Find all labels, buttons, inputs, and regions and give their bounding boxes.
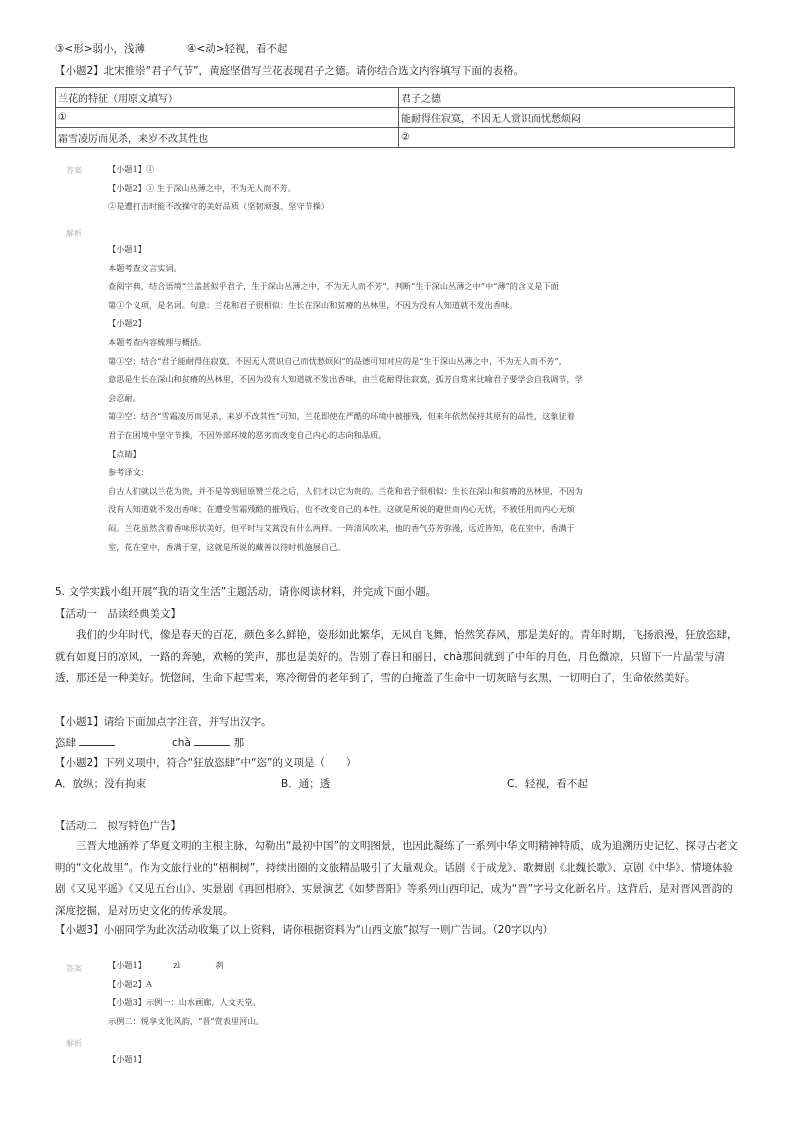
option-b[interactable]: B．通；透 bbox=[281, 778, 331, 790]
table-cell: 君子之德 bbox=[399, 88, 735, 108]
analysis-line: 会忍耐。 bbox=[108, 392, 141, 403]
passage1 bbox=[55, 625, 740, 690]
answer-line bbox=[108, 956, 738, 975]
sub1-items bbox=[55, 734, 244, 751]
option-c[interactable]: C．轻视，看不起 bbox=[507, 778, 588, 790]
analysis-line: 本题考查内容梳理与概括。 bbox=[108, 336, 207, 347]
option-a[interactable]: A．放纵；没有拘束 bbox=[55, 778, 147, 790]
orchid-virtue-table bbox=[55, 87, 735, 148]
activity2-title: 【活动二 拟写特色广告】 bbox=[55, 820, 181, 832]
table-row bbox=[56, 88, 735, 108]
analysis-block bbox=[108, 1050, 738, 1069]
passage1-text: 我们的少年时代，像是春天的百花，颜色多么鲜艳，姿形如此繁华，无风自飞舞，怡然笑春风，那是美好的。青年时期，飞扬浪漫，狂放 bbox=[76, 629, 706, 641]
analysis-block bbox=[108, 240, 738, 556]
answer-sub1: 【小题1】 bbox=[108, 960, 146, 970]
table-row bbox=[56, 128, 735, 148]
table-cell: 能耐得住寂寞，不因无人赏识而忧愁烦闷 bbox=[399, 108, 735, 128]
answer-line: 示例二：悦享文化风韵，“晋”赏表里河山。 bbox=[108, 1015, 264, 1026]
analysis-line: 自古人们就以兰花为贵，并不是等到屈原赞兰花之后，人们才以它为贵的。兰花和君子很相似：生长在深山和贫瘠的丛林里，不因为 bbox=[108, 485, 583, 496]
answer-label: 答案 bbox=[66, 964, 82, 973]
analysis-line: 没有人知道就不发出香味；在遭受雪霜残酷的摧残后，也不改变自己的本性。这就是所说的避世而内心无忧，不被任用而内心无烦 bbox=[108, 504, 575, 515]
dotted-char: 恣 bbox=[55, 737, 66, 749]
activity1-title: 【活动一 品读经典美文】 bbox=[55, 608, 181, 620]
hanzi-blank[interactable] bbox=[194, 734, 230, 746]
sub1-prompt: 【小题1】请给下面加点字注音，并写出汉字。 bbox=[55, 716, 272, 728]
table-cell: 兰花的特征（用原文填写） bbox=[56, 88, 399, 108]
analysis-line: 闷。兰花虽然含着香味形状美好，但平时与艾蒿没有什么两样。一阵清风吹来，他的香气芬芳弥漫，远近皆知，花在室中，香满于 bbox=[108, 522, 575, 533]
analysis-label: 解析 bbox=[66, 1039, 82, 1048]
analysis-line: 第①空：结合“君子能耐得住寂寞，不因无人赏识自己而忧愁烦闷”的品德可知对应的是“生于深山丛薄之中，不为无人而不芳”， bbox=[108, 355, 567, 366]
answer-line: 【小题3】示例一：山水画廊，人文天堂。 bbox=[108, 997, 261, 1008]
answer-line: 【小题2】① 生于深山丛薄之中，不为无人而不芳。 bbox=[108, 182, 296, 193]
analysis-line: 第①个义项，是名词。句意：兰花和君子很相似：生长在深山和贫瘠的丛林里，不因为没有人知道就不发出香味。 bbox=[108, 299, 518, 310]
answer-block bbox=[108, 160, 738, 216]
analysis-line: 君子在困境中坚守节操，不因外部环境的恶劣而改变自己内心的志向和品质。 bbox=[108, 429, 387, 440]
answer-block bbox=[108, 956, 738, 1030]
analysis-line: 参考译文： bbox=[108, 467, 149, 478]
question5-title: 5. 文学实践小组开展“我的语文生活”主题活动，请你阅读材料，并完成下面小题。 bbox=[55, 586, 437, 598]
pinyin-blank[interactable] bbox=[79, 734, 115, 746]
question2-prompt: 【小题2】北宋推崇“君子气节”，黄庭坚借写兰花表现君子之德。请你结合选文内容填写下面的表格。 bbox=[55, 65, 525, 77]
analysis-line: 本题考查文言实词。 bbox=[108, 262, 182, 273]
table-cell: ① bbox=[56, 108, 399, 128]
passage2-text: 三晋大地涵养了华夏文明的主根主脉，勾勒出“最初中国”的文明图景，也因此凝练了一系列中华文明精神特质，成为追溯历史记忆、探寻古老文明的“文化故里”。作为文旅行业的“梧桐树”，持续出圈的文旅精品吸引了大量观众。话剧《于成龙》、歌舞剧《北魏长歌》、京剧《中华》、情境体验剧《又见平遥》《又见五台山》、实景剧《再回相府》、实景演艺《如梦晋阳》等系列山西印记，成为“晋”字号文化新名片。这背后，是对晋风晋韵的深度挖掘，是对历史文化的传承发展。 bbox=[55, 840, 738, 917]
answer-line: ②是遭打击时能不改操守的美好品质（坚韧顽强、坚守节操） bbox=[108, 201, 330, 212]
analysis-line: 【小题1】 bbox=[108, 244, 146, 254]
answer-pinyin: zì bbox=[173, 960, 181, 970]
analysis-label: 解析 bbox=[66, 229, 82, 238]
definition-line: ③<形>弱小，浅薄 ④<动>轻视，看不起 bbox=[55, 43, 288, 55]
sub1-word2: 那 bbox=[233, 737, 245, 749]
table-cell: 霜雪凌厉而见杀，来岁不改其性也 bbox=[56, 128, 399, 148]
dotted-char: 恣 • bbox=[706, 629, 717, 641]
answer-label: 答案 bbox=[66, 166, 82, 175]
answer-hanzi: 刹 bbox=[215, 960, 224, 970]
table-row bbox=[56, 108, 735, 128]
analysis-line: 意思是生长在深山和贫瘠的丛林里，不因为没有人知道就不发出香味，由兰花耐得住寂寞，孤芳自赏来比喻君子要学会自我调节，学 bbox=[108, 374, 583, 385]
sub1-word1-rest: 肆 bbox=[65, 737, 76, 749]
answer-line: 【小题2】A bbox=[108, 978, 152, 989]
analysis-line: 【点睛】 bbox=[108, 448, 141, 459]
analysis-line: 【小题2】 bbox=[108, 318, 146, 329]
sub1-pinyin: chà bbox=[172, 737, 191, 749]
sub3-prompt: 【小题3】小丽同学为此次活动收集了以上资料，请你根据资料为“山西文旅”拟写一则广告词。（20字以内） bbox=[55, 924, 554, 936]
answer-line: 【小题1】① bbox=[108, 164, 155, 174]
analysis-line: 第②空：结合“雪霜凌厉而见杀，来岁不改其性”可知，兰花即使在严酷的环境中被摧残，但来年依然保持其原有的品性，这象征着 bbox=[108, 411, 575, 422]
passage2 bbox=[55, 836, 740, 922]
passage1-text-rest: 肆，就有如夏日的凉风，一路的奔驰，欢畅的笑声，那也是美好的。告别了春日和丽日，chà那间就到了中年的月色，月色微凉，只留下一片晶莹与清透，那还是一种美好。恍惚间，生命下起雪来，寒冷彻骨的老年到了，雪的白掩盖了生命中一切灰暗与玄黑，一切明白了，生命依然美好。 bbox=[55, 629, 738, 684]
analysis-line: 室，花在堂中，香满于堂，这就是所说的藏善以待时机施展自己。 bbox=[108, 541, 346, 552]
sub2-prompt: 【小题2】下列义项中，符合“狂放恣肆”中“恣”的义项是（ ） bbox=[55, 757, 357, 769]
table-cell: ② bbox=[399, 128, 735, 148]
analysis-line: 【小题1】 bbox=[108, 1054, 146, 1064]
analysis-line: 查阅字典，结合语境“兰盖甚似乎君子，生于深山丛薄之中，不为无人而不芳”，判断“生于深山丛薄之中”中“薄”的含义是下面 bbox=[108, 281, 559, 292]
